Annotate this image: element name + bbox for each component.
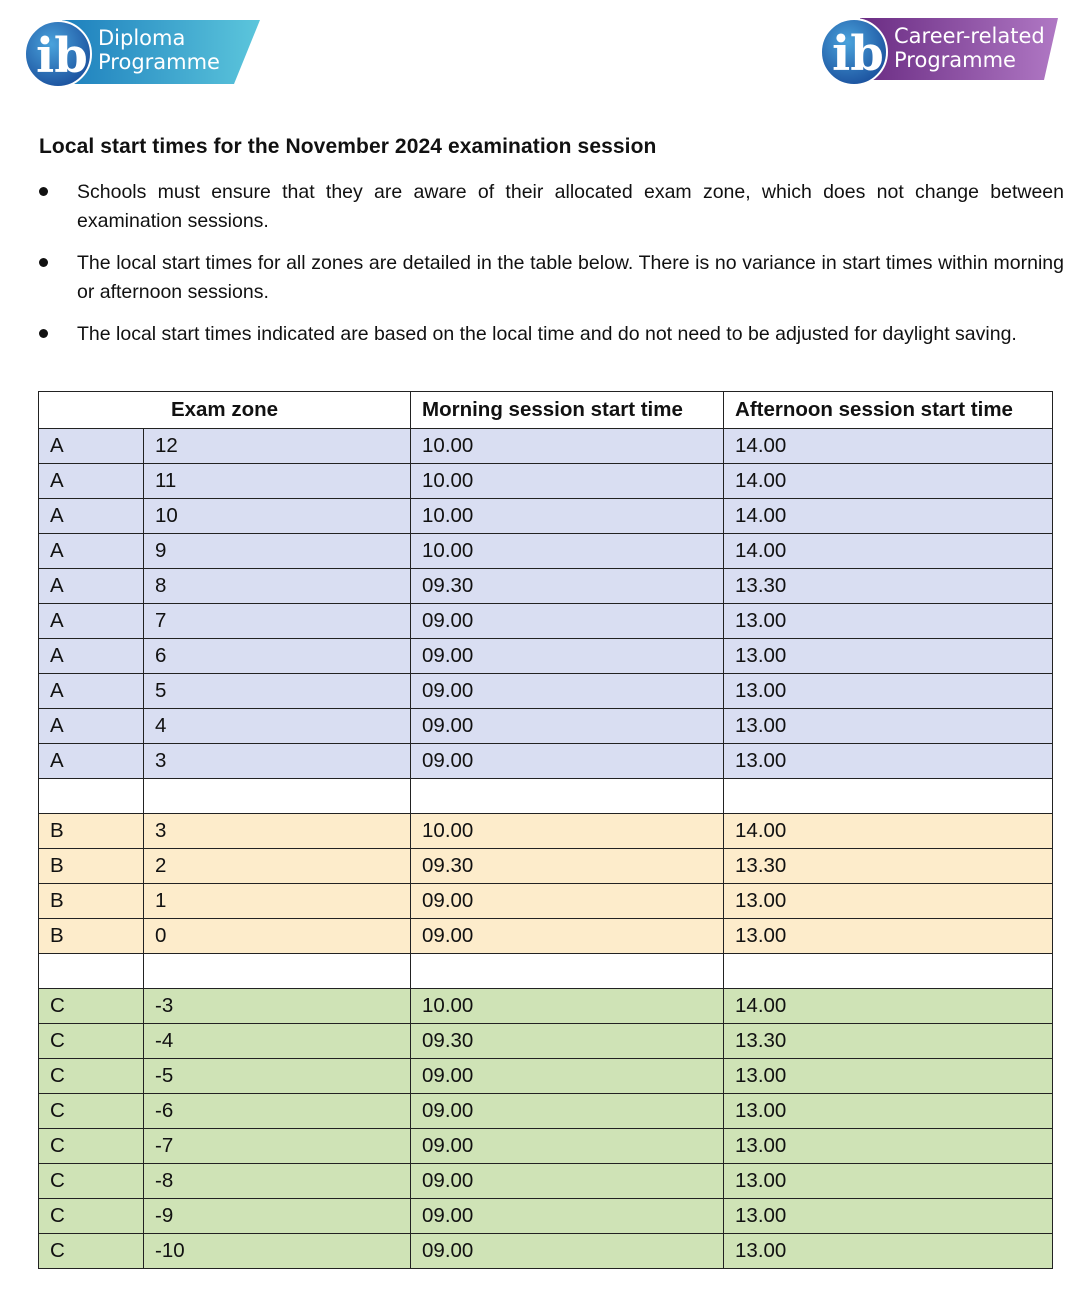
zone-group-cell: C bbox=[39, 1199, 144, 1234]
table-row bbox=[39, 884, 1053, 919]
table-header-row bbox=[39, 392, 1053, 429]
afternoon-time-cell: 13.00 bbox=[724, 674, 1053, 709]
morning-time-cell: 09.30 bbox=[411, 569, 724, 604]
bullet-text: The local start times indicated are based on the local time and do not need to be adjusted for daylight saving. bbox=[77, 323, 1017, 345]
zone-offset-cell: 0 bbox=[144, 919, 411, 954]
bullet-text: The local start times for all zones are detailed in the table below. There is no variance in start times within morning or afternoon sessions. bbox=[77, 252, 1064, 303]
zone-offset-cell: 7 bbox=[144, 604, 411, 639]
afternoon-time-cell: 13.00 bbox=[724, 884, 1053, 919]
zone-group-cell: A bbox=[39, 709, 144, 744]
afternoon-time-cell: 13.00 bbox=[724, 1234, 1053, 1269]
afternoon-time-cell: 13.00 bbox=[724, 604, 1053, 639]
exam-zone-table bbox=[38, 391, 1053, 1269]
table-row bbox=[39, 1024, 1053, 1059]
morning-time-cell: 09.00 bbox=[411, 1094, 724, 1129]
morning-time-cell: 09.00 bbox=[411, 1129, 724, 1164]
career-logo-text bbox=[894, 24, 1045, 72]
zone-offset-cell bbox=[144, 779, 411, 814]
morning-time-cell: 09.00 bbox=[411, 1199, 724, 1234]
header-afternoon-start: Afternoon session start time bbox=[724, 392, 1053, 429]
bullet-text: Schools must ensure that they are aware of their allocated exam zone, which does not change between examination sessions. bbox=[77, 181, 1064, 232]
zone-offset-cell: 12 bbox=[144, 429, 411, 464]
zone-offset-cell: 5 bbox=[144, 674, 411, 709]
afternoon-time-cell: 13.30 bbox=[724, 569, 1053, 604]
afternoon-time-cell: 13.00 bbox=[724, 1164, 1053, 1199]
bullet-dot-icon bbox=[39, 258, 48, 267]
morning-time-cell bbox=[411, 954, 724, 989]
afternoon-time-cell: 13.00 bbox=[724, 1094, 1053, 1129]
table-body bbox=[39, 429, 1053, 1269]
zone-group-cell: C bbox=[39, 1059, 144, 1094]
table-row bbox=[39, 569, 1053, 604]
table-row bbox=[39, 709, 1053, 744]
afternoon-time-cell: 13.30 bbox=[724, 849, 1053, 884]
diploma-logo-line2: Programme bbox=[98, 50, 220, 74]
morning-time-cell: 09.00 bbox=[411, 674, 724, 709]
zone-group-cell: A bbox=[39, 639, 144, 674]
zone-group-cell: A bbox=[39, 429, 144, 464]
zone-offset-cell: -10 bbox=[144, 1234, 411, 1269]
table-row bbox=[39, 674, 1053, 709]
morning-time-cell: 10.00 bbox=[411, 534, 724, 569]
zone-offset-cell: 1 bbox=[144, 884, 411, 919]
zone-offset-cell: -3 bbox=[144, 989, 411, 1024]
morning-time-cell: 09.00 bbox=[411, 744, 724, 779]
page-title: Local start times for the November 2024 examination session bbox=[39, 135, 657, 158]
bullet-dot-icon bbox=[39, 187, 48, 196]
morning-time-cell: 09.00 bbox=[411, 604, 724, 639]
zone-group-cell: B bbox=[39, 884, 144, 919]
bullet-list bbox=[39, 178, 1064, 362]
zone-offset-cell: -9 bbox=[144, 1199, 411, 1234]
zone-offset-cell: 3 bbox=[144, 744, 411, 779]
afternoon-time-cell: 13.30 bbox=[724, 1024, 1053, 1059]
table-row bbox=[39, 639, 1053, 674]
zone-offset-cell: -4 bbox=[144, 1024, 411, 1059]
zone-offset-cell: 11 bbox=[144, 464, 411, 499]
table-row bbox=[39, 1129, 1053, 1164]
morning-time-cell: 10.00 bbox=[411, 429, 724, 464]
zone-group-cell: A bbox=[39, 499, 144, 534]
afternoon-time-cell: 14.00 bbox=[724, 499, 1053, 534]
zone-group-cell: B bbox=[39, 814, 144, 849]
morning-time-cell: 09.00 bbox=[411, 1164, 724, 1199]
zone-group-cell: C bbox=[39, 1024, 144, 1059]
bullet-item bbox=[39, 249, 1064, 307]
zone-offset-cell: 6 bbox=[144, 639, 411, 674]
table-row bbox=[39, 1059, 1053, 1094]
zone-group-cell: A bbox=[39, 569, 144, 604]
table-row bbox=[39, 1094, 1053, 1129]
diploma-logo-text bbox=[98, 26, 220, 74]
afternoon-time-cell: 13.00 bbox=[724, 709, 1053, 744]
morning-time-cell: 09.00 bbox=[411, 1234, 724, 1269]
morning-time-cell: 10.00 bbox=[411, 499, 724, 534]
bullet-dot-icon bbox=[39, 329, 48, 338]
table-row bbox=[39, 499, 1053, 534]
zone-group-cell: C bbox=[39, 1129, 144, 1164]
table-row bbox=[39, 919, 1053, 954]
table-spacer-row bbox=[39, 954, 1053, 989]
afternoon-time-cell: 14.00 bbox=[724, 989, 1053, 1024]
ib-diploma-programme-logo bbox=[22, 14, 262, 90]
header-exam-zone: Exam zone bbox=[39, 392, 411, 429]
career-logo-line1: Career-related bbox=[894, 24, 1045, 48]
morning-time-cell: 10.00 bbox=[411, 814, 724, 849]
afternoon-time-cell: 13.00 bbox=[724, 1199, 1053, 1234]
zone-group-cell: C bbox=[39, 1234, 144, 1269]
table-row bbox=[39, 1199, 1053, 1234]
table-row bbox=[39, 989, 1053, 1024]
morning-time-cell: 10.00 bbox=[411, 989, 724, 1024]
zone-group-cell bbox=[39, 779, 144, 814]
table-row bbox=[39, 604, 1053, 639]
zone-offset-cell: 4 bbox=[144, 709, 411, 744]
afternoon-time-cell: 13.00 bbox=[724, 1059, 1053, 1094]
morning-time-cell: 09.00 bbox=[411, 919, 724, 954]
zone-offset-cell: -8 bbox=[144, 1164, 411, 1199]
table-row bbox=[39, 849, 1053, 884]
table-spacer-row bbox=[39, 779, 1053, 814]
afternoon-time-cell: 14.00 bbox=[724, 429, 1053, 464]
afternoon-time-cell: 13.00 bbox=[724, 639, 1053, 674]
zone-group-cell: A bbox=[39, 604, 144, 639]
ib-mark-text: ib bbox=[36, 28, 88, 84]
career-logo-line2: Programme bbox=[894, 48, 1016, 72]
zone-group-cell: A bbox=[39, 744, 144, 779]
zone-offset-cell: 8 bbox=[144, 569, 411, 604]
zone-offset-cell: 2 bbox=[144, 849, 411, 884]
zone-offset-cell: -5 bbox=[144, 1059, 411, 1094]
afternoon-time-cell: 14.00 bbox=[724, 464, 1053, 499]
zone-offset-cell: -6 bbox=[144, 1094, 411, 1129]
zone-offset-cell: 3 bbox=[144, 814, 411, 849]
zone-group-cell: C bbox=[39, 1164, 144, 1199]
afternoon-time-cell bbox=[724, 954, 1053, 989]
ib-career-related-programme-logo bbox=[816, 14, 1060, 90]
zone-group-cell: C bbox=[39, 989, 144, 1024]
zone-group-cell: A bbox=[39, 674, 144, 709]
morning-time-cell: 10.00 bbox=[411, 464, 724, 499]
table-row bbox=[39, 464, 1053, 499]
table-row bbox=[39, 429, 1053, 464]
bullet-item bbox=[39, 178, 1064, 236]
morning-time-cell: 09.00 bbox=[411, 884, 724, 919]
morning-time-cell: 09.30 bbox=[411, 849, 724, 884]
zone-group-cell: B bbox=[39, 919, 144, 954]
table-row bbox=[39, 744, 1053, 779]
afternoon-time-cell: 14.00 bbox=[724, 814, 1053, 849]
table-row bbox=[39, 1164, 1053, 1199]
zone-group-cell: A bbox=[39, 464, 144, 499]
afternoon-time-cell: 13.00 bbox=[724, 919, 1053, 954]
morning-time-cell: 09.30 bbox=[411, 1024, 724, 1059]
morning-time-cell: 09.00 bbox=[411, 639, 724, 674]
morning-time-cell bbox=[411, 779, 724, 814]
zone-group-cell: A bbox=[39, 534, 144, 569]
bullet-item bbox=[39, 320, 1064, 349]
zone-group-cell: C bbox=[39, 1094, 144, 1129]
afternoon-time-cell: 13.00 bbox=[724, 744, 1053, 779]
table-row bbox=[39, 1234, 1053, 1269]
zone-group-cell: B bbox=[39, 849, 144, 884]
diploma-logo-line1: Diploma bbox=[98, 26, 186, 50]
zone-group-cell bbox=[39, 954, 144, 989]
zone-offset-cell: 10 bbox=[144, 499, 411, 534]
morning-time-cell: 09.00 bbox=[411, 709, 724, 744]
afternoon-time-cell: 14.00 bbox=[724, 534, 1053, 569]
afternoon-time-cell: 13.00 bbox=[724, 1129, 1053, 1164]
morning-time-cell: 09.00 bbox=[411, 1059, 724, 1094]
afternoon-time-cell bbox=[724, 779, 1053, 814]
ib-mark-text: ib bbox=[832, 26, 884, 82]
table-row bbox=[39, 534, 1053, 569]
zone-offset-cell: 9 bbox=[144, 534, 411, 569]
table-row bbox=[39, 814, 1053, 849]
zone-offset-cell bbox=[144, 954, 411, 989]
zone-offset-cell: -7 bbox=[144, 1129, 411, 1164]
header-morning-start: Morning session start time bbox=[411, 392, 724, 429]
